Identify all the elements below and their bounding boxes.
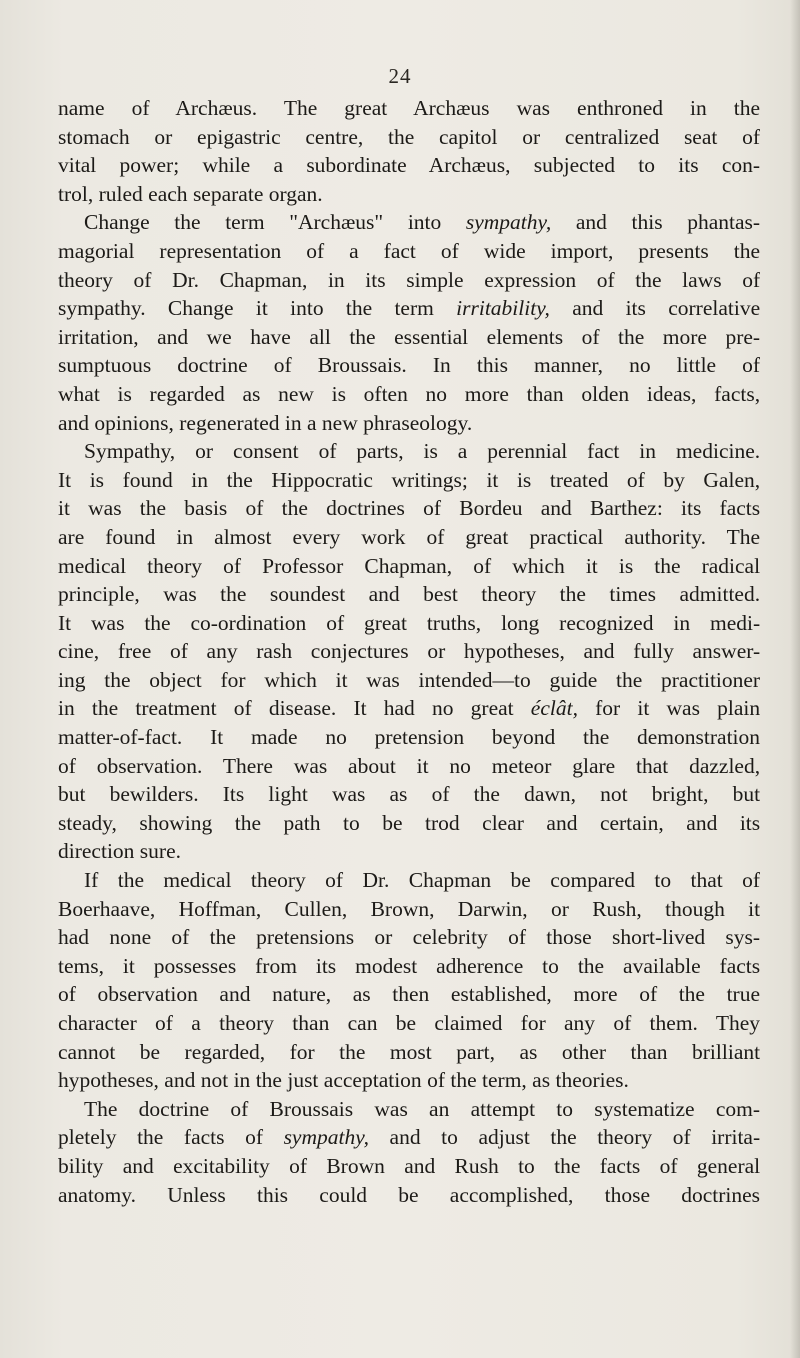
text-line: hypotheses, and not in the just acceptation of the term, as theories.	[58, 1068, 629, 1093]
text-line: magorial representation of a fact of wide import, presents the	[58, 238, 760, 263]
text-line: Sympathy, or consent of parts, is a perennial fact in medicine.	[84, 439, 760, 464]
text-line: but bewilders. Its light was as of the dawn, not bright, but	[58, 782, 760, 807]
text-line: pletely the facts of sympathy, and to adjust the theory of irrita-	[58, 1125, 760, 1150]
page-edge-shadow	[790, 0, 800, 1358]
text-line: It is found in the Hippocratic writings; it is treated of by Galen,	[58, 467, 760, 492]
text-line: irritation, and we have all the essential elements of the more pre-	[58, 324, 760, 349]
text-line: character of a theory than can be claimed for any of them. They	[58, 1011, 760, 1035]
text-line: had none of the pretensions or celebrity of those short-lived sys-	[58, 925, 760, 950]
text-line: Boerhaave, Hoffman, Cullen, Brown, Darwin, or Rush, though it	[58, 896, 760, 921]
text-line: It was the co-ordination of great truths, long recognized in medi-	[58, 610, 760, 635]
text-line: of observation and nature, as then established, more of the true	[58, 982, 760, 1007]
text-line: of observation. There was about it no meteor glare that dazzled,	[58, 753, 760, 778]
text-line: are found in almost every work of great practical authority. The	[58, 524, 760, 549]
text-line: The doctrine of Broussais was an attempt to systematize com-	[84, 1096, 760, 1121]
text-line: medical theory of Professor Chapman, of which it is the radical	[58, 553, 760, 578]
text-line: sympathy. Change it into the term irritability, and its correlative	[58, 296, 760, 321]
text-line: If the medical theory of Dr. Chapman be compared to that of	[84, 868, 760, 893]
text-line: in the treatment of disease. It had no great éclât, for it was plain	[58, 696, 760, 721]
text-line: tems, it possesses from its modest adherence to the available facts	[58, 953, 760, 978]
text-line: name of Archæus. The great Archæus was enthroned in the	[58, 96, 760, 120]
text-line: vital power; while a subordinate Archæus, subjected to its con-	[58, 153, 760, 178]
text-line: steady, showing the path to be trod clear and certain, and its	[58, 810, 760, 835]
page-number: 24	[388, 64, 412, 88]
text-line: sumptuous doctrine of Broussais. In this manner, no little of	[58, 353, 760, 378]
text-line: Change the term "Archæus" into sympathy, and this phantas-	[84, 210, 760, 235]
text-line: stomach or epigastric centre, the capitol or centralized seat of	[58, 124, 760, 149]
text-line: what is regarded as new is often no more than olden ideas, facts,	[58, 381, 760, 406]
text-line: principle, was the soundest and best theory the times admitted.	[58, 582, 760, 607]
text-line: bility and excitability of Brown and Rush to the facts of general	[58, 1153, 760, 1178]
text-line: cannot be regarded, for the most part, as other than brilliant	[58, 1039, 760, 1064]
text-line: theory of Dr. Chapman, in its simple expression of the laws of	[58, 267, 760, 292]
text-line: ing the object for which it was intended—to guide the practitioner	[58, 667, 760, 692]
text-line: it was the basis of the doctrines of Bordeu and Barthez: its facts	[58, 496, 760, 521]
text-line: cine, free of any rash conjectures or hypotheses, and fully answer-	[58, 639, 760, 664]
text-line: matter-of-fact. It made no pretension beyond the demonstration	[58, 725, 760, 750]
body-text	[58, 94, 760, 1209]
text-line: anatomy. Unless this could be accomplished, those doctrines	[58, 1182, 760, 1207]
text-line: trol, ruled each separate organ.	[58, 181, 323, 206]
text-line: and opinions, regenerated in a new phraseology.	[58, 410, 473, 435]
text-line: direction sure.	[58, 839, 181, 864]
